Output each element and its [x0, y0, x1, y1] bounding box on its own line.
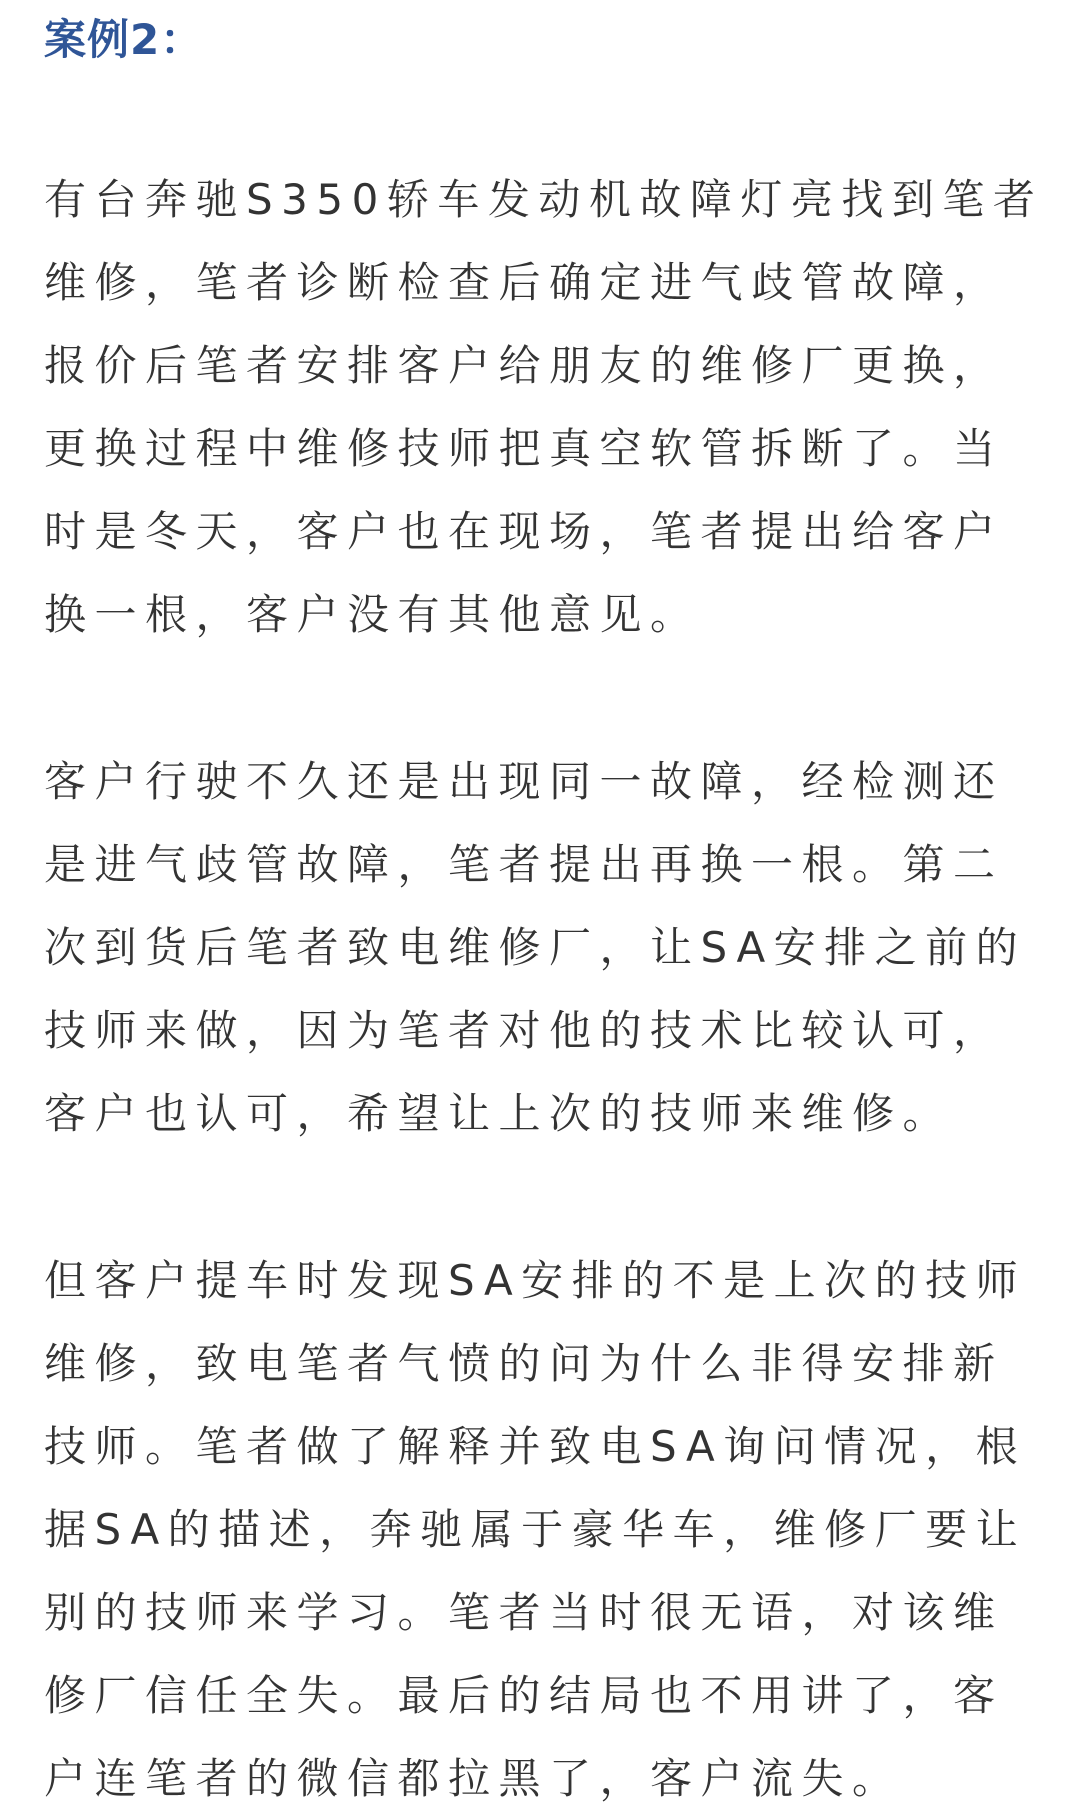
- paragraph-2: [44, 740, 1044, 1155]
- paragraph-line: 维修，致电笔者气愤的问为什么非得安排新: [44, 1339, 1004, 1388]
- paragraph-line: 客户也认可，希望让上次的技师来维修。: [44, 1089, 954, 1138]
- paragraph-line: 报价后笔者安排客户给朋友的维修厂更换，: [44, 341, 1004, 390]
- paragraph-line: 有台奔驰S350轿车发动机故障灯亮找到笔者: [44, 175, 1044, 224]
- paragraph-line: 时是冬天，客户也在现场，笔者提出给客户: [44, 507, 1004, 556]
- paragraph-line: 技师来做，因为笔者对他的技术比较认可，: [44, 1006, 1004, 1055]
- paragraph-line: 技师。笔者做了解释并致电SA询问情况，根: [44, 1422, 1027, 1471]
- paragraph-3: [44, 1239, 1044, 1820]
- paragraph-line: 户连笔者的微信都拉黑了，客户流失。: [44, 1754, 903, 1803]
- paragraph-line: 客户行驶不久还是出现同一故障，经检测还: [44, 757, 1004, 806]
- paragraph-line: 换一根，客户没有其他意见。: [44, 590, 701, 639]
- paragraph-line: 次到货后笔者致电维修厂，让SA安排之前的: [44, 923, 1027, 972]
- paragraph-line: 别的技师来学习。笔者当时很无语，对该维: [44, 1588, 1004, 1637]
- article: [44, 0, 1044, 1820]
- paragraph-line: 是进气歧管故障，笔者提出再换一根。第二: [44, 840, 1004, 889]
- case-heading: 案例2：: [44, 15, 204, 64]
- paragraph-line: 据SA的描述，奔驰属于豪华车，维修厂要让: [44, 1505, 1027, 1554]
- paragraph-line: 更换过程中维修技师把真空软管拆断了。当: [44, 424, 1004, 473]
- paragraph-line: 但客户提车时发现SA安排的不是上次的技师: [44, 1256, 1027, 1305]
- paragraph-1: [44, 158, 1044, 656]
- paragraph-line: 维修，笔者诊断检查后确定进气歧管故障，: [44, 258, 1004, 307]
- paragraph-line: 修厂信任全失。最后的结局也不用讲了，客: [44, 1671, 1004, 1720]
